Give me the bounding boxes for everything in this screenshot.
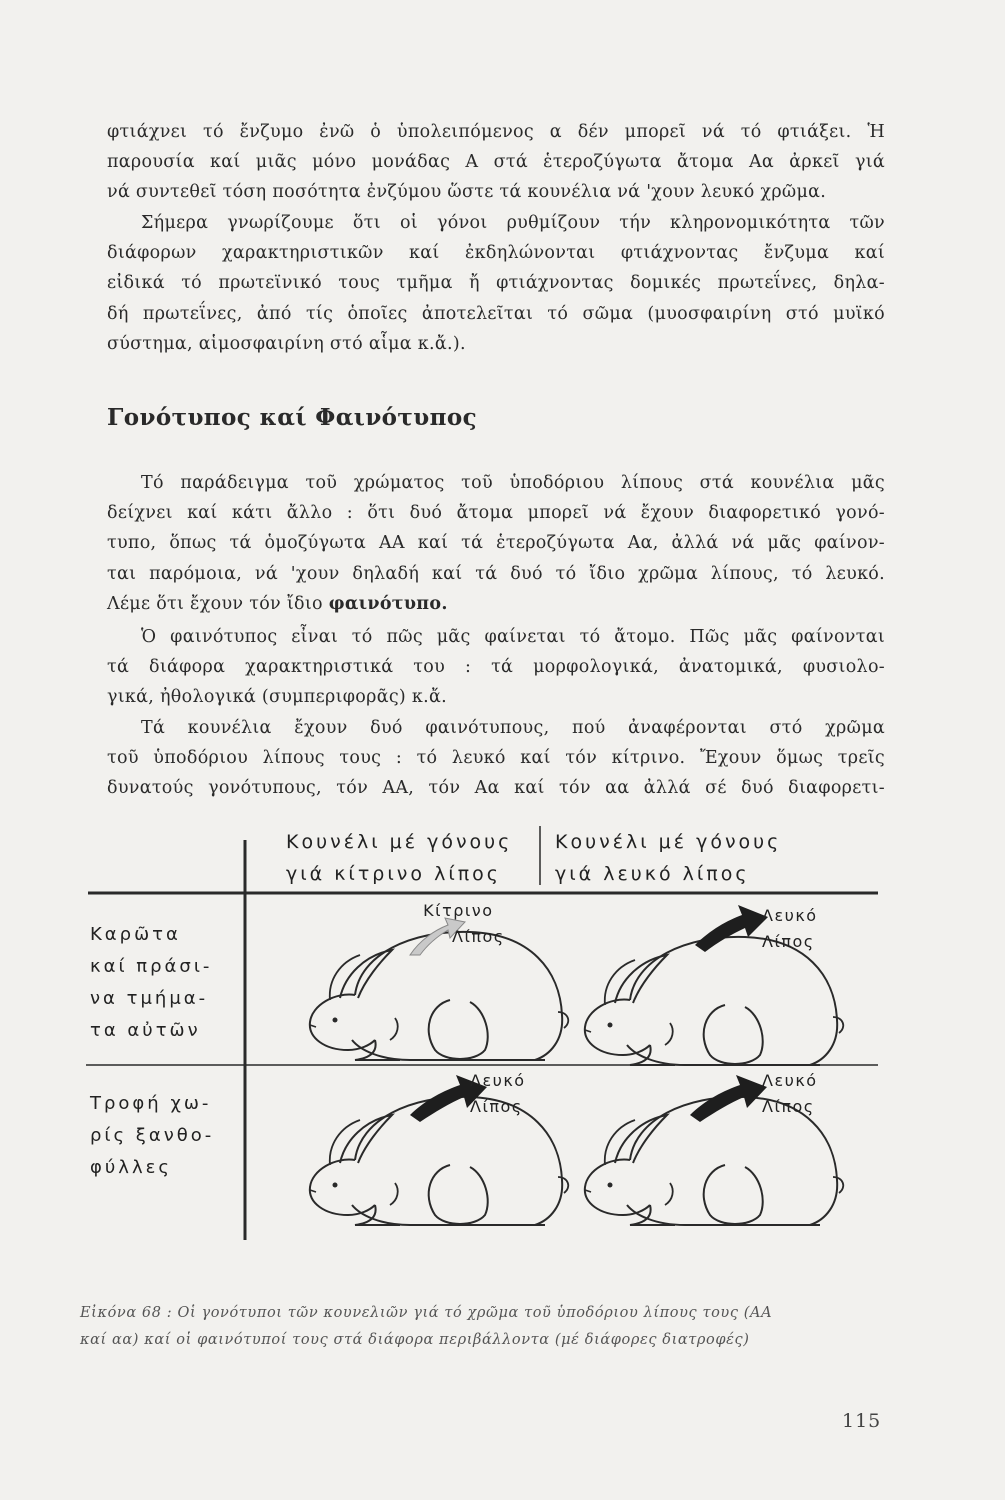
phenotype-term: φαινότυπο. (328, 593, 448, 614)
header-line: Κουνέλι μέ γόνους (555, 831, 782, 853)
caption-line: καί αα) καί οἱ φαινότυποί τους στά διάφορα περιβάλλοντα (μέ διάφορες διατροφές) (80, 1332, 750, 1348)
text-line: δείχνει καί κάτι ἄλλο : ὅτι δυό ἄτομα μπορεῖ νά ἔχουν διαφορετικό γονό- (107, 503, 885, 524)
text-line: Σήμερα γνωρίζουμε ὅτι οἱ γόνοι ρυθμίζουν τήν κληρονομικότητα τῶν (141, 213, 885, 233)
label-line: Λευκό (762, 906, 818, 925)
text-line: δή πρωτεΐνες, ἀπό τίς ὁποῖες ἀποτελεῖται τό σῶμα (μυοσφαιρίνη στό μυϊκό (107, 303, 885, 324)
header-line: γιά κίτρινο λίπος (286, 863, 501, 885)
page-number: 115 (842, 1410, 882, 1432)
label-yellow-fat (412, 898, 505, 950)
label-line: Λίπος (452, 927, 505, 946)
label-line: Λίπος (762, 932, 815, 951)
label-line: Λευκό (762, 1071, 818, 1090)
rabbit-yellow-fat-carrots (310, 932, 568, 1060)
text-line: τοῦ ὑποδόριου λίπους τους : τό λευκό καί τόν κίτρινο. Ἔχουν ὅμως τρεῖς (107, 748, 885, 769)
rabbit-white-fat-carrots (585, 937, 843, 1065)
label-white-fat (470, 1068, 526, 1120)
label-line: Λευκό (470, 1071, 526, 1090)
text-line: διάφορων χαρακτηριστικῶν καί ἐκδηλώνονται φτιάχνοντας ἔνζυμα καί (107, 243, 885, 264)
white-fat-arrow (695, 905, 768, 952)
text-line: Ὁ φαινότυπος εἶναι τό πῶς μᾶς φαίνεται τό ἄτομο. Πῶς μᾶς φαίνονται (141, 627, 885, 647)
label-white-fat (762, 903, 818, 955)
text-line: ται παρόμοια, νά 'χουν δηλαδή καί τά δυό τό ἴδιο χρῶμα λίπους, τό λευκό. (107, 563, 885, 584)
text-line: φτιάχνει τό ἔνζυμο ἐνῶ ὁ ὑπολειπόμενος α δέν μπορεῖ νά τό φτιάξει. Ἡ (107, 122, 885, 142)
text-line: Τά κουνέλια ἔχουν δυό φαινότυπους, πού ἀναφέρονται στό χρῶμα (141, 718, 885, 738)
label-line: να τμήμα- (90, 988, 209, 1009)
label-line: καί πράσι- (90, 956, 213, 977)
label-line: Λίπος (762, 1097, 815, 1116)
label-line: Λίπος (470, 1097, 523, 1116)
col-header-yellow (286, 826, 512, 890)
row-label-carrots (90, 919, 212, 1047)
label-line: ρίς ξανθο- (90, 1125, 215, 1146)
figure-caption (80, 1300, 890, 1354)
text-line: τά διάφορα χαρακτηριστικά του : τά μορφολογικά, ἀνατομικά, φυσιολο- (107, 657, 885, 678)
label-line: Κίτρινο (423, 901, 494, 920)
label-white-fat (762, 1068, 818, 1120)
header-line: γιά λευκό λίπος (555, 863, 750, 885)
text-line: παρουσία καί μιᾶς μόνο μονάδας Α στά ἑτεροζύγωτα ἄτομα Αα ἀρκεῖ γιά (107, 152, 885, 173)
col-header-white (555, 826, 781, 890)
text-line: γικά, ἠθολογικά (συμπεριφορᾶς) κ.ἄ. (107, 687, 447, 708)
label-line: Τροφή χω- (90, 1093, 212, 1114)
label-line: φύλλες (90, 1157, 172, 1178)
rabbit-yellow-genes-no-xanthophyll (310, 1097, 568, 1225)
header-line: Κουνέλι μέ γόνους (286, 831, 513, 853)
text-line: τυπο, ὅπως τά ὁμοζύγωτα ΑΑ καί τά ἑτεροζύγωτα Αα, ἀλλά νά μᾶς φαίνον- (107, 533, 885, 554)
row-label-no-xanthophyll (90, 1088, 214, 1184)
label-line: Καρῶτα (90, 924, 181, 945)
section-heading: Γονότυπος καί Φαινότυπος (107, 404, 478, 431)
text-line: νά συντεθεῖ τόση ποσότητα ἐνζύμου ὥστε τά κουνέλια νά 'χουν λευκό χρῶμα. (107, 182, 827, 203)
white-fat-arrow (690, 1075, 767, 1122)
text-line: εἰδικά τό πρωτεϊνικό τους τμῆμα ἤ φτιάχνοντας δομικές πρωτεΐνες, δηλα- (107, 273, 885, 294)
label-line: τα αὐτῶν (90, 1020, 201, 1041)
text-line: δυνατούς γονότυπους, τόν ΑΑ, τόν Αα καί τόν αα ἀλλά σέ δυό διαφορετι- (107, 778, 885, 799)
text-line: σύστημα, αἱμοσφαιρίνη στό αἷμα κ.ἄ.). (107, 333, 466, 354)
text-fragment: Λέμε ὅτι ἔχουν τόν ἴδιο (107, 593, 329, 614)
text-line: Τό παράδειγμα τοῦ χρώματος τοῦ ὑποδόριου λίπους στά κουνέλια μᾶς (141, 473, 885, 493)
caption-line: Εἰκόνα 68 : Οἱ γονότυποι τῶν κουνελιῶν γιά τό χρῶμα τοῦ ὑποδόριου λίπους τους (ΑΑ (80, 1305, 773, 1321)
